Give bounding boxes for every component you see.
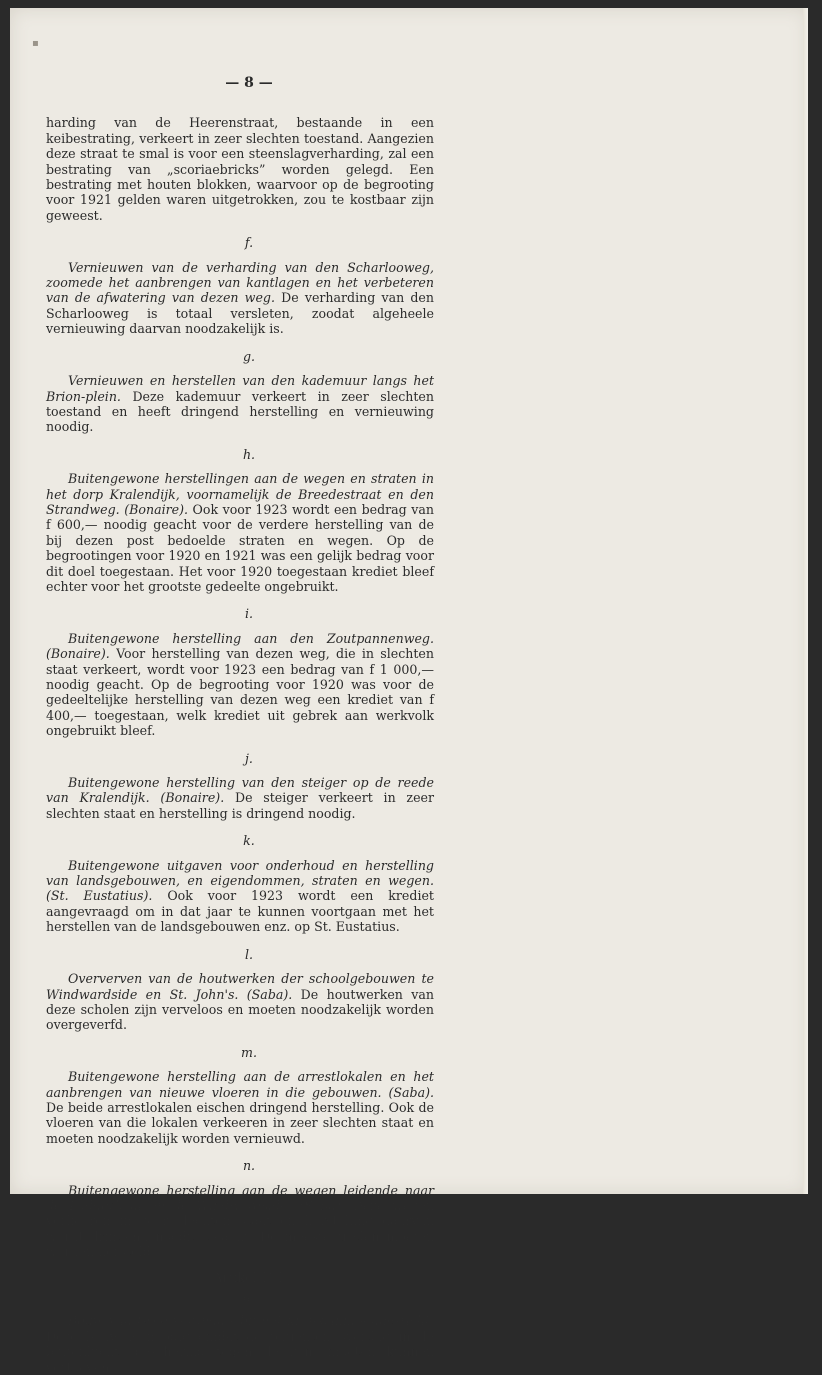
section-heading: Buitengewone herstelling aan den Zoutpannenweg. (Bonaire). <box>46 630 434 662</box>
section-heading: Vernieuwen en herstellen van den kademuur langs het Brion-plein. <box>46 373 434 404</box>
section-body: Ook voor 1923 wordt een krediet aangevraagd om in dat jaar te kunnen voortgaan met het herstellen van de landsgebouwen enz. op St. Eustatius. <box>46 888 434 935</box>
document-page <box>10 8 808 1375</box>
section-letter: f. <box>244 235 254 251</box>
artikel-title: Artikel 131 <box>213 1269 285 1285</box>
section-body: Voor herstelling van dezen weg, die in slechten staat verkeert, wordt voor 1923 een bedrag van f 1 000,— noodig geacht. Op de begrooting voor 1920 was voor de gedeeltelijke herstelling van dezen weg een krediet van f 400,— toegestaan, welk krediet uit gebrek aan werkvolk ongebruikt bleef. <box>46 646 434 739</box>
section-paragraph <box>46 373 434 435</box>
section-letter: h. <box>242 446 256 462</box>
opening-text: harding van de Heerenstraat, bestaande in een keibestrating, verkeert in zeer slechten toestand. Aangezien deze straat te smal is voor een steenslagverharding, zal een bestrating van „scoriaebricks” worden gelegd. Een bestrating met houten blokken, waarvoor op de begrooting voor 1921 gelden waren uitgetrokken, zou te kostbaar zijn geweest. <box>46 115 434 223</box>
opening-paragraph <box>46 115 434 223</box>
artikel-block <box>46 1270 434 1375</box>
section-letter: m. <box>241 1044 257 1060</box>
section-heading: Buitengewone herstelling aan de arrestlokalen en het aanbrengen van nieuwe vloeren in die gebouwen. (Saba). <box>46 1069 434 1100</box>
section-heading: Buitengewone uitgaven voor onderhoud en herstelling van landsgebouwen, en eigendommen, straten en wegen. (St. Eustatius). <box>46 857 434 904</box>
section-letter: k. <box>243 833 255 849</box>
section-body: De steiger verkeert in zeer slechten staat en herstelling is dringend noodig. <box>46 790 434 821</box>
artikel-letter: a. <box>243 1289 255 1304</box>
section-paragraph <box>46 631 434 739</box>
section-heading: Vernieuwen van de verharding van den Scharlooweg, zoomede het aanbrengen van kantlagen en het verbeteren van de afwatering van dezen weg. <box>46 259 434 306</box>
section-body: De verharding van den Scharlooweg is totaal versleten, zoodat algeheele vernieuwing daarvan noodzakelijk is. <box>46 290 434 337</box>
section-heading: Buitengewone herstellingen aan de wegen en straten in het dorp Kralendijk, voornamelijk de Breedestraat en den Strandweg. (Bonaire). <box>46 471 434 517</box>
section-paragraph <box>46 858 434 935</box>
section-letter: j. <box>245 750 253 766</box>
section-heading: Buitengewone herstelling aan de wegen leidende naar de Ladderbaai en de Windwardside. (Saba). <box>46 1182 434 1213</box>
page-content <box>46 76 434 1375</box>
section-body: Deze wegen verkeeren in zeer slechten staat en herstelling daarvan wordt dringend noodig geacht. De meeste treden moeten worden hersteld. <box>46 1197 434 1260</box>
artikel-heading: Bouw van twee veranda's bij het krankzinnigengesticht. <box>68 1313 434 1329</box>
section-body: De houtwerken van deze scholen zijn verveloos en moeten noodzakelijk worden overgeverfd. <box>46 986 434 1033</box>
page-fold-shadow <box>803 8 808 1194</box>
section-letter: g. <box>242 348 256 364</box>
section-letter: n. <box>242 1158 256 1174</box>
section-body: Ook voor 1923 wordt een bedrag van f 600,— noodig geacht voor de verdere herstelling van de bij dezen post bedoelde straten en wegen. Op de begrootingen voor 1920 en 1921 was een gelijk bedrag voor dit doel toegestaan. Het voor 1920 toegestaan krediet bleef echter voor het grootste gedeelte ongebruikt. <box>46 501 434 594</box>
section-heading: Oververven van de houtwerken der schoolgebouwen te Windwardside en St. John's. (Saba). <box>46 971 434 1002</box>
section-paragraph <box>46 471 434 594</box>
artikel-body: Deze bouw is noodig omdat de patienten overdag in de buitenlucht, beschermd tegen de zon, moeten kunnen vertoeven. <box>46 1328 434 1375</box>
artikel-paragraph <box>46 1313 434 1375</box>
section-letter: i. <box>244 606 254 622</box>
section-list <box>46 235 434 1259</box>
section-paragraph <box>46 1183 434 1260</box>
section-heading: Buitengewone herstelling van den steiger op de reede van Kralendijk. (Bonaire). <box>46 775 434 806</box>
speck-mark: ▪ <box>32 38 39 49</box>
section-paragraph <box>46 971 434 1033</box>
section-paragraph <box>46 1069 434 1146</box>
page-number: — 8 — <box>225 75 273 91</box>
section-body: Deze kademuur verkeert in zeer slechten toestand en heeft dringend herstelling en vernieuwing noodig. <box>46 388 434 435</box>
section-body: De beide arrestlokalen eischen dringend herstelling. Ook de vloeren van die lokalen verkeeren in zeer slechten staat en moeten noodzakelijk worden vernieuwd. <box>46 1099 434 1146</box>
section-paragraph <box>46 260 434 337</box>
section-paragraph <box>46 775 434 821</box>
section-letter: l. <box>244 946 254 962</box>
